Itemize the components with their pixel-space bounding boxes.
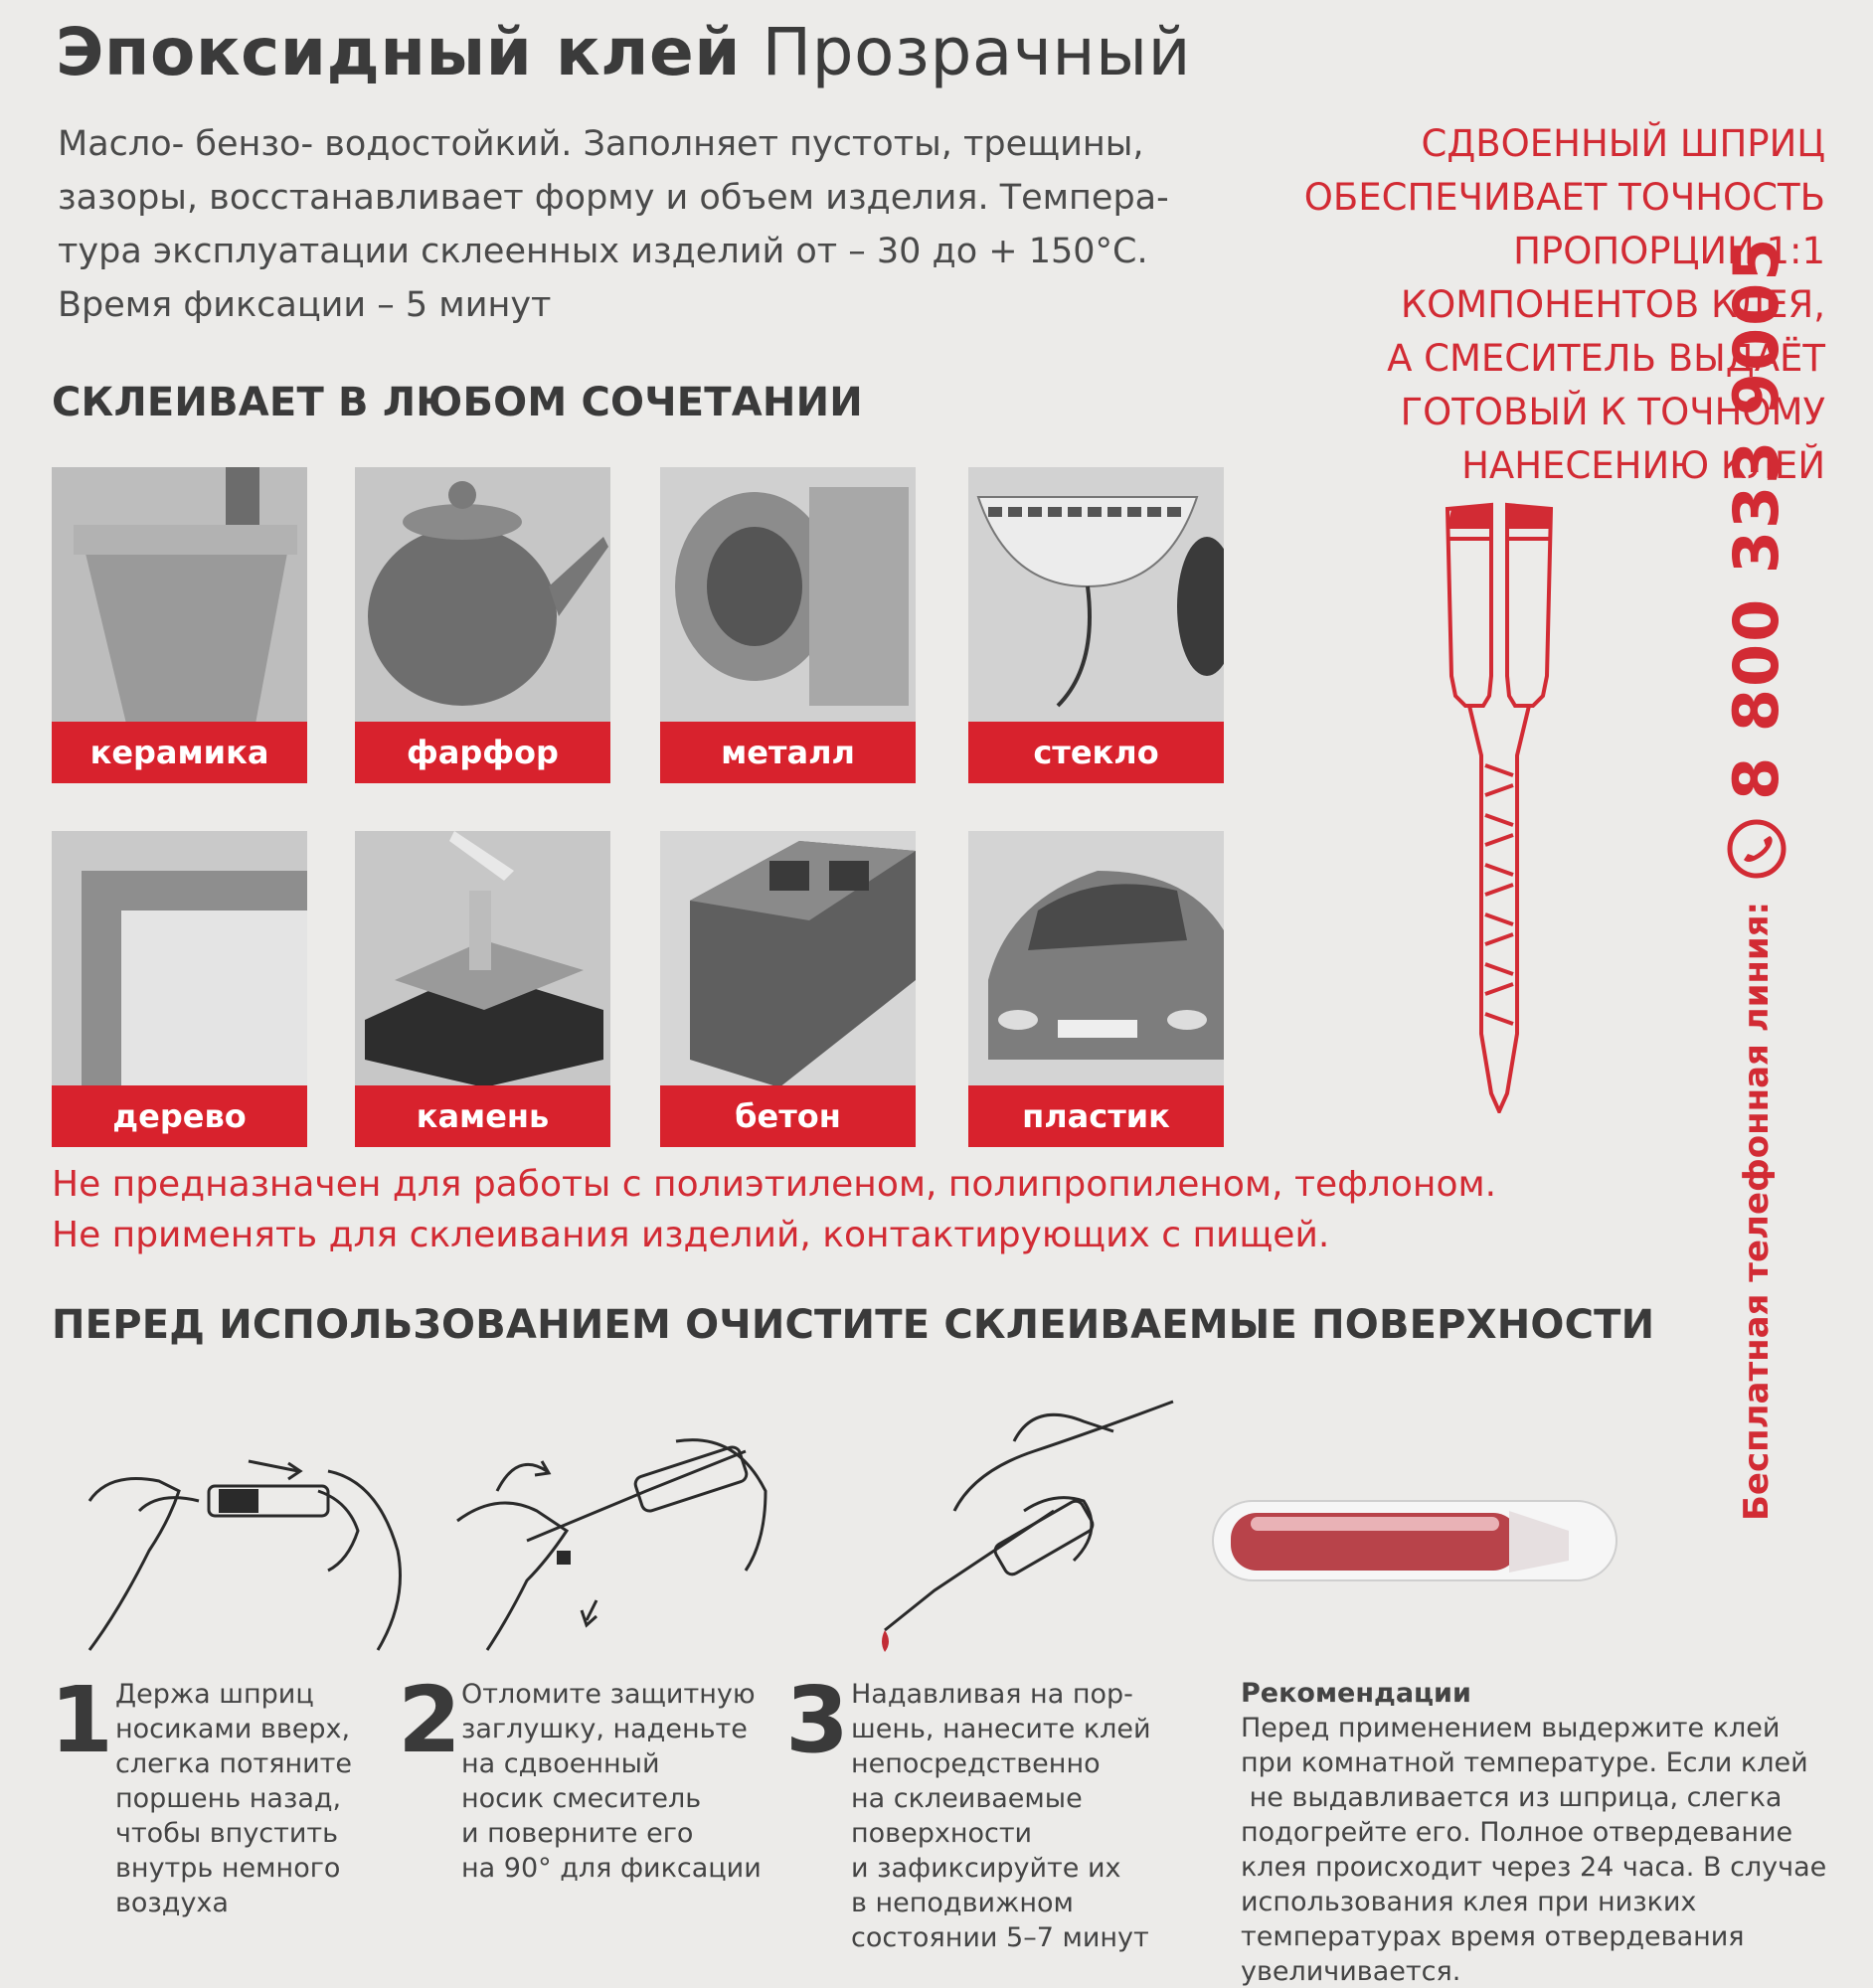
recommendations-line: температурах время отвердевания [1241, 1921, 1745, 1952]
step-line: чтобы впустить [115, 1818, 339, 1849]
step-line: Надавливая на пор- [851, 1679, 1133, 1710]
material-tile-porcelain [355, 467, 610, 783]
material-tile-concrete [660, 831, 916, 1147]
step-text [115, 1677, 352, 1920]
step-line: заглушку, наденьте [461, 1714, 748, 1744]
step-line: на склеиваемые [851, 1783, 1083, 1814]
syringe-note-line: А СМЕСИТЕЛЬ ВЫДАЁТ [1387, 337, 1825, 380]
teapot-icon [355, 467, 610, 724]
frame-icon [52, 831, 307, 1087]
concrete-block-icon [660, 831, 916, 1087]
hand-step-3-icon [855, 1392, 1193, 1660]
recommendations-line: использования клея при низких [1241, 1887, 1697, 1917]
step-line: Отломите защитную [461, 1679, 756, 1710]
syringe-diagram-icon [1432, 497, 1571, 1113]
toy-car-icon [968, 831, 1224, 1087]
step-text [851, 1677, 1151, 1955]
step-line: непосредственно [851, 1748, 1101, 1779]
description-line: Масло- бензо- водостойкий. Заполняет пустоты, трещины, [58, 124, 1144, 164]
material-tile-wood [52, 831, 307, 1147]
title-normal: Прозрачный [762, 14, 1191, 90]
warning-line: Не применять для склеивания изделий, контактирующих с пищей. [52, 1215, 1330, 1255]
material-tile-stone [355, 831, 610, 1147]
step-number: 3 [785, 1667, 850, 1773]
hotline [1720, 237, 1792, 1521]
hotline-number: 8 800 333 9005 [1720, 236, 1792, 800]
step-line: и зафиксируйте их [851, 1853, 1121, 1884]
pipe-fitting-icon [660, 467, 916, 724]
material-label: бетон [660, 1085, 916, 1147]
recommendations-line: при комнатной температуре. Если клей [1241, 1747, 1808, 1778]
recommendations-line: Перед применением выдержите клей [1241, 1713, 1781, 1743]
step-line: воздуха [115, 1888, 229, 1918]
material-tile-glass [968, 467, 1224, 783]
product-description [58, 117, 1280, 332]
warning-text [52, 1159, 1496, 1260]
hand-step-1-icon [80, 1431, 408, 1660]
material-label: пластик [968, 1085, 1224, 1147]
hand-step-2-icon [447, 1431, 775, 1660]
syringe-note-line: СДВОЕННЫЙ ШПРИЦ [1421, 122, 1825, 165]
step-line: носик смеситель [461, 1783, 702, 1814]
page-title [56, 14, 1191, 90]
syringe-note-line: КОМПОНЕНТОВ КЛЕЯ, [1400, 283, 1825, 326]
material-label: металл [660, 722, 916, 783]
material-label: керамика [52, 722, 307, 783]
phone-icon [1726, 818, 1788, 880]
step-line: поршень назад, [115, 1783, 342, 1814]
description-line: Время фиксации – 5 минут [58, 285, 552, 325]
step-line: на 90° для фиксации [461, 1853, 762, 1884]
recommendations-title: Рекомендации [1241, 1678, 1471, 1709]
step-line: слегка потяните [115, 1748, 353, 1779]
hotline-label: Бесплатная телефонная линия: [1736, 901, 1777, 1521]
material-label: камень [355, 1085, 610, 1147]
materials-heading: СКЛЕИВАЕТ В ЛЮБОМ СОЧЕТАНИИ [52, 380, 863, 425]
step-number: 2 [398, 1667, 462, 1773]
step-number: 1 [50, 1667, 114, 1773]
material-label: стекло [968, 722, 1224, 783]
title-bold: Эпоксидный клей [56, 14, 741, 90]
step-line: Держа шприц [115, 1679, 314, 1710]
lamp-shade-icon [968, 467, 1224, 724]
syringe-note-line: ГОТОВЫЙ К ТОЧНОМУ [1400, 391, 1825, 433]
step-line: на сдвоенный [461, 1748, 660, 1779]
recommendations-line: увеличивается. [1241, 1956, 1461, 1987]
material-label: фарфор [355, 722, 610, 783]
ceramic-pot-icon [52, 467, 307, 724]
material-tile-ceramic [52, 467, 307, 783]
blister-window-icon [1211, 1491, 1618, 1590]
recommendations [1241, 1676, 1826, 1988]
step-line: состоянии 5–7 минут [851, 1922, 1149, 1953]
step-line: и поверните его [461, 1818, 694, 1849]
step-line: шень, нанесите клей [851, 1714, 1151, 1744]
material-tile-plastic [968, 831, 1224, 1147]
recommendations-line: подогрейте его. Полное отвердевание [1241, 1817, 1793, 1848]
material-label: дерево [52, 1085, 307, 1147]
step-line: в неподвижном [851, 1888, 1074, 1918]
material-tile-metal [660, 467, 916, 783]
recommendations-line: клея происходит через 24 часа. В случае [1241, 1852, 1827, 1883]
cleaning-heading: ПЕРЕД ИСПОЛЬЗОВАНИЕМ ОЧИСТИТЕ СКЛЕИВАЕМЫЕ ПОВЕРХНОСТИ [52, 1302, 1655, 1348]
syringe-note-line: ОБЕСПЕЧИВАЕТ ТОЧНОСТЬ [1303, 176, 1825, 219]
step-line: носиками вверх, [115, 1714, 351, 1744]
syringe-note-line: ПРОПОРЦИИ 1:1 [1513, 230, 1825, 272]
step-line: поверхности [851, 1818, 1033, 1849]
description-line: зазоры, восстанавливает форму и объем изделия. Темпера- [58, 178, 1169, 218]
warning-line: Не предназначен для работы с полиэтиленом, полипропиленом, тефлоном. [52, 1164, 1497, 1205]
syringe-note-line: НАНЕСЕНИЮ КЛЕЙ [1461, 444, 1825, 487]
description-line: тура эксплуатации склеенных изделий от – 30 до + 150°С. [58, 232, 1148, 271]
trophy-base-icon [355, 831, 610, 1087]
step-text [461, 1677, 762, 1886]
recommendations-line: не выдавливается из шприца, слегка [1241, 1782, 1783, 1813]
step-line: внутрь немного [115, 1853, 341, 1884]
